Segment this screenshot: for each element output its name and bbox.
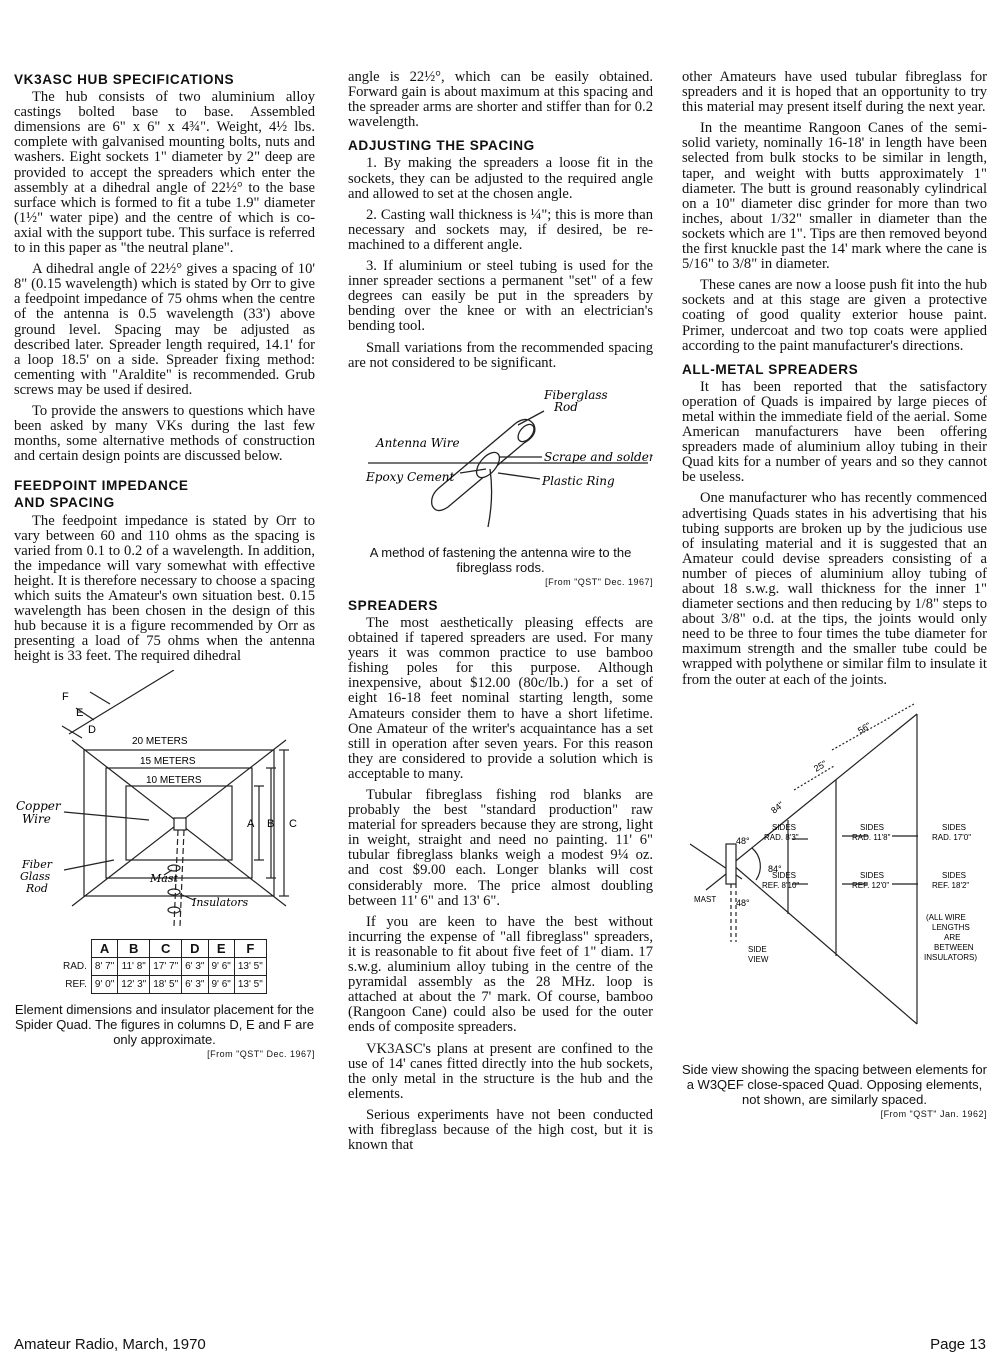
label-ref-12-0: REF. 12'0" bbox=[852, 880, 890, 890]
figure-source: [From "QST" Dec. 1967] bbox=[207, 1048, 315, 1059]
table-header-cell: E bbox=[208, 939, 234, 957]
paragraph: 3. If aluminium or steel tubing is used for the inner spreader sections a permanent "set" of a few degrees can easily be put in the spreaders by bending over the knee or with an electrician's bending tool. bbox=[348, 258, 653, 335]
table-header-cell: F bbox=[234, 939, 266, 957]
footer-page-number: Page 13 bbox=[930, 1336, 986, 1353]
row-label: RAD. bbox=[63, 960, 87, 972]
paragraph: VK3ASC's plans at present are confined to the use of 14' canes fitted directly into the hub sockets, the only metal in the structure is the hub and the elements. bbox=[348, 1040, 653, 1102]
heading-and-spacing: AND SPACING bbox=[14, 495, 115, 511]
label-sides: SIDES bbox=[860, 822, 885, 832]
label-rod: Rod bbox=[554, 399, 578, 414]
label-15-meters: 15 METERS bbox=[140, 756, 196, 768]
paragraph: In the meantime Rangoon Canes of the semi-solid variety, nominally 16-18' in length have been selected from bulk stocks to be similar in length, taper, and weight with butts approximately 1" diameter. The butt is ground reasonably cylindrical on a 10" diameter disc grinder for more than two inches, about 1/32" smaller in diameter than the sockets which are 1". Tips are then removed beyond the first knuckle past the 14' mark where the cane is 5/16" to 3/8" in diameter. bbox=[682, 120, 987, 273]
table-header-cell: B bbox=[118, 939, 150, 957]
label-84-deg: 84° bbox=[768, 863, 782, 874]
table-header-cell: D bbox=[182, 939, 208, 957]
label-antenna-wire: Antenna Wire bbox=[376, 435, 460, 450]
figure-source: [From "QST" Dec. 1967] bbox=[545, 576, 653, 587]
paragraph: Tubular fibreglass fishing rod blanks are probably the best "standard production" raw material for spreaders because they are strong, light in weight, straight and need no painting. 11' 6" tubular fibreglass blanks weigh a modest 9¼ oz. and cost $9.00 each. Longer blanks will cost considerably more. The price almost doubling between 11' 6" and 13' 6". bbox=[348, 787, 653, 909]
table-cell: 11' 8" bbox=[118, 957, 150, 975]
footer-publication: Amateur Radio, March, 1970 bbox=[14, 1336, 206, 1353]
table-cell: 9' 0" bbox=[91, 975, 117, 993]
label-48-deg-upper: 48° bbox=[736, 835, 750, 846]
label-sides: SIDES bbox=[942, 822, 967, 832]
paragraph: One manufacturer who has recently commenced advertising Quads states in his advertising that his tubing supports are broken up by the judicious use of insulating material and it is suggested that an Amateur could devise spreaders consisting of a number of pieces of aluminium alloy tubing of about 18 s.w.g. wall thickness for the inner 1" diameter sections and then reducing by 1/8" steps to about 3/8" o.d. at the tips, the joints would only need to be three to four times the tube diameter for maximum strength and the smaller tube could be wrapped with polythene or similar film to insulate it from the outer at each of the joints. bbox=[682, 490, 987, 688]
label-10-meters: 10 METERS bbox=[146, 775, 202, 787]
label-copper: Copper bbox=[16, 799, 61, 814]
label-plastic-ring: Plastic Ring bbox=[542, 473, 615, 488]
paragraph: angle is 22½°, which can be easily obtained. Forward gain is about maximum at this spacing and the spreader arms are shorter and stiffer than for 0.2 wavelength. bbox=[348, 69, 653, 131]
table-header-row bbox=[60, 939, 266, 957]
label-20-meters: 20 METERS bbox=[132, 736, 188, 748]
label-rad-11-8: RAD. 11'8" bbox=[852, 832, 891, 842]
paragraph: If you are keen to have the best without incurring the expense of "all fibreglass" spreaders, it is reasonable to fit about five feet of 1" diam. 17 s.w.g. aluminium alloy tubing in the centre of the pyramidal assembly as the 28 MHz. loop is attached at about the 7' mark. Of course, bamboo (Rangoon Cane) could also be used for the outer ends of composite spreaders. bbox=[348, 913, 653, 1036]
label-side: SIDE bbox=[748, 944, 767, 954]
note-line: INSULATORS) bbox=[924, 952, 978, 962]
dimensions-table bbox=[60, 939, 267, 994]
paragraph: 1. By making the spreaders a loose fit in the sockets, they can be adjusted to the required angle and allowed to set at the chosen angle. bbox=[348, 155, 653, 202]
label-f: F bbox=[62, 691, 69, 704]
label-56-inch: 56" bbox=[856, 720, 873, 736]
note-line: BETWEEN bbox=[934, 942, 974, 952]
table-cell: 6' 3" bbox=[182, 957, 208, 975]
note-line: ARE bbox=[944, 932, 961, 942]
paragraph: other Amateurs have used tubular fibreglass for spreaders and it is hoped that an opportunity to try this material may present itself during the next year. bbox=[682, 69, 987, 116]
label-25-inch: 25" bbox=[812, 758, 829, 774]
label-sides: SIDES bbox=[860, 870, 885, 880]
label-sides: SIDES bbox=[942, 870, 967, 880]
label-c: C bbox=[289, 818, 297, 831]
paragraph: The feedpoint impedance is stated by Orr to vary between 60 and 110 ohms as the spacing is varied from 0.1 to 0.2 of a wavelength. In addition, the impedance will vary somewhat with effective height. It is therefore necessary to choose a spacing which suits the Amateur's own situation best. 0.15 wavelength has been chosen in the design of this hub because it is a figure recommended by Orr as presenting a load of 75 ohms when the antenna height is 33 feet. The required dihedral bbox=[14, 512, 315, 665]
label-rad-8-3: RAD. 8'3" bbox=[764, 832, 799, 842]
table-cell: 18' 5" bbox=[150, 975, 182, 993]
heading-spreaders: SPREADERS bbox=[348, 597, 439, 613]
label-rad-17-0: RAD. 17'0" bbox=[932, 832, 972, 842]
label-84-inch: 84" bbox=[769, 799, 786, 816]
label-wire: Wire bbox=[22, 812, 51, 827]
table-header-cell: C bbox=[150, 939, 182, 957]
label-d: D bbox=[88, 724, 96, 737]
label-sides: SIDES bbox=[772, 870, 797, 880]
paragraph: To provide the answers to questions which have been asked by many VKs during the last few months, some alternative methods of construction and certain design points are discussed below. bbox=[14, 402, 315, 465]
spider-quad-diagram bbox=[14, 670, 315, 934]
label-mast: MAST bbox=[694, 894, 717, 904]
label-sides: SIDES bbox=[772, 822, 797, 832]
paragraph: It has been reported that the satisfactory operation of Quads is impaired by large pieces of metal within the immediate field of the aerial. Some American manufacturers have been offering spreaders made of aluminium alloy tubing in their Quad kits for a number of years and so they cannot be useless. bbox=[682, 378, 987, 486]
heading-adjusting-spacing: ADJUSTING THE SPACING bbox=[348, 138, 535, 154]
label-epoxy-cement: Epoxy Cement bbox=[366, 469, 455, 484]
table-row bbox=[60, 975, 266, 993]
paragraph: Serious experiments have not been conducted with fibreglass because of the high cost, but it is known that bbox=[348, 1106, 653, 1154]
label-a: A bbox=[247, 818, 255, 831]
paragraph: A dihedral angle of 22½° gives a spacing of 10' 8" (0.15 wavelength) which is stated by Orr to give a feedpoint impedance of 75 ohms when the centre of the antenna is 0.5 wavelength (33') above ground level. Spacing may be adjusted as described later. Spreader length required, 14.1' for a loop 18.5' on a side. Spreader fixing method: cementing with "Araldite" is recommended. Grub screws may be used if desired. bbox=[14, 261, 315, 398]
label-b: B bbox=[267, 818, 275, 831]
heading-all-metal-spreaders: ALL-METAL SPREADERS bbox=[682, 361, 859, 377]
table-cell: 12' 3" bbox=[118, 975, 150, 993]
row-label: REF. bbox=[65, 978, 87, 990]
table-row bbox=[60, 957, 266, 975]
column-3 bbox=[682, 70, 987, 1128]
table-cell: 9' 6" bbox=[208, 957, 234, 975]
label-glass: Glass bbox=[20, 870, 51, 884]
table-header-cell: A bbox=[91, 939, 117, 957]
column-2 bbox=[348, 70, 653, 1159]
note-line: (ALL WIRE bbox=[926, 912, 966, 922]
figure-caption: Side view showing the spacing between elements for a W3QEF close-spaced Quad. Opposing elements, not shown, are similarly spaced. bbox=[682, 1061, 987, 1107]
label-view: VIEW bbox=[748, 954, 769, 964]
paragraph: These canes are now a loose push fit into the hub sockets and at this stage are given a protective coating of good quality exterior house paint. Primer, undercoat and two top coats were applied according to the paint manufacturer's directions. bbox=[682, 277, 987, 354]
figure-source: [From "QST" Jan. 1962] bbox=[880, 1108, 987, 1119]
note-line: LENGTHS bbox=[932, 922, 970, 932]
label-fiberglass: Fiberglass bbox=[544, 387, 608, 402]
table-cell: 6' 3" bbox=[182, 975, 208, 993]
heading-hub-specifications: VK3ASC HUB SPECIFICATIONS bbox=[14, 72, 235, 87]
table-cell: 13' 5" bbox=[234, 957, 266, 975]
column-1 bbox=[14, 70, 315, 1068]
label-mast: Mast bbox=[150, 872, 178, 886]
heading-feedpoint-impedance: FEEDPOINT IMPEDANCE bbox=[14, 478, 189, 494]
paragraph: 2. Casting wall thickness is ¼"; this is more than necessary and sockets may, if desired, be re-machined to a different angle. bbox=[348, 206, 653, 253]
figure-caption: A method of fastening the antenna wire to the fibreglass rods. bbox=[369, 544, 632, 575]
w3qef-side-view-diagram bbox=[682, 694, 987, 1058]
table-cell: 9' 6" bbox=[208, 975, 234, 993]
label-48-deg-lower: 48° bbox=[736, 897, 750, 908]
label-insulators: Insulators bbox=[192, 896, 249, 910]
figure-caption: Element dimensions and insulator placement for the Spider Quad. The figures in columns D, E and F are only approximate. bbox=[14, 1001, 315, 1047]
label-rod: Rod bbox=[26, 882, 48, 896]
fastening-diagram bbox=[348, 377, 653, 541]
table-cell: 13' 5" bbox=[234, 975, 266, 993]
label-ref-8-10: REF. 8'10" bbox=[762, 880, 800, 890]
paragraph: The hub consists of two aluminium alloy castings bolted base to base. Assembled dimensions are 6" x 6" x 4¾". Weight, 4½ lbs. complete with galvanised mounting bolts, nuts and washers. Eight sockets 1" diameter by 2" deep are provided to accept the spreaders which enter the assembly at a dihedral angle of 22½° to the base surface which is formed to fit a tube 1.9" diameter (1½" water pipe) and the centre of which is co-axial with the support tube. This surface is referred to in this paper as "the neutral plane". bbox=[14, 89, 315, 257]
label-fiber: Fiber bbox=[22, 858, 52, 872]
table-cell: 17' 7" bbox=[150, 957, 182, 975]
paragraph: Small variations from the recommended spacing are not considered to be significant. bbox=[348, 339, 653, 371]
paragraph: The most aesthetically pleasing effects are obtained if tapered spreaders are used. For many years it was common practice to use bamboo fishing poles for this purpose. Although inexpensive, about $12.00 (80c/lb.) for a set of eight 16-18 feet nominal starting length, some Amateurs consider them to have a short lifetime. One Amateur of the writer's acquaintance has a set still in operation after seven years. For this reason they are considered to provide a solution which is acceptable to many. bbox=[348, 614, 653, 782]
label-ref-18-2: REF. 18'2" bbox=[932, 880, 970, 890]
table-cell: 8' 7" bbox=[91, 957, 117, 975]
label-e: E bbox=[76, 707, 84, 720]
label-scrape-solder: Scrape and solder bbox=[544, 449, 653, 464]
